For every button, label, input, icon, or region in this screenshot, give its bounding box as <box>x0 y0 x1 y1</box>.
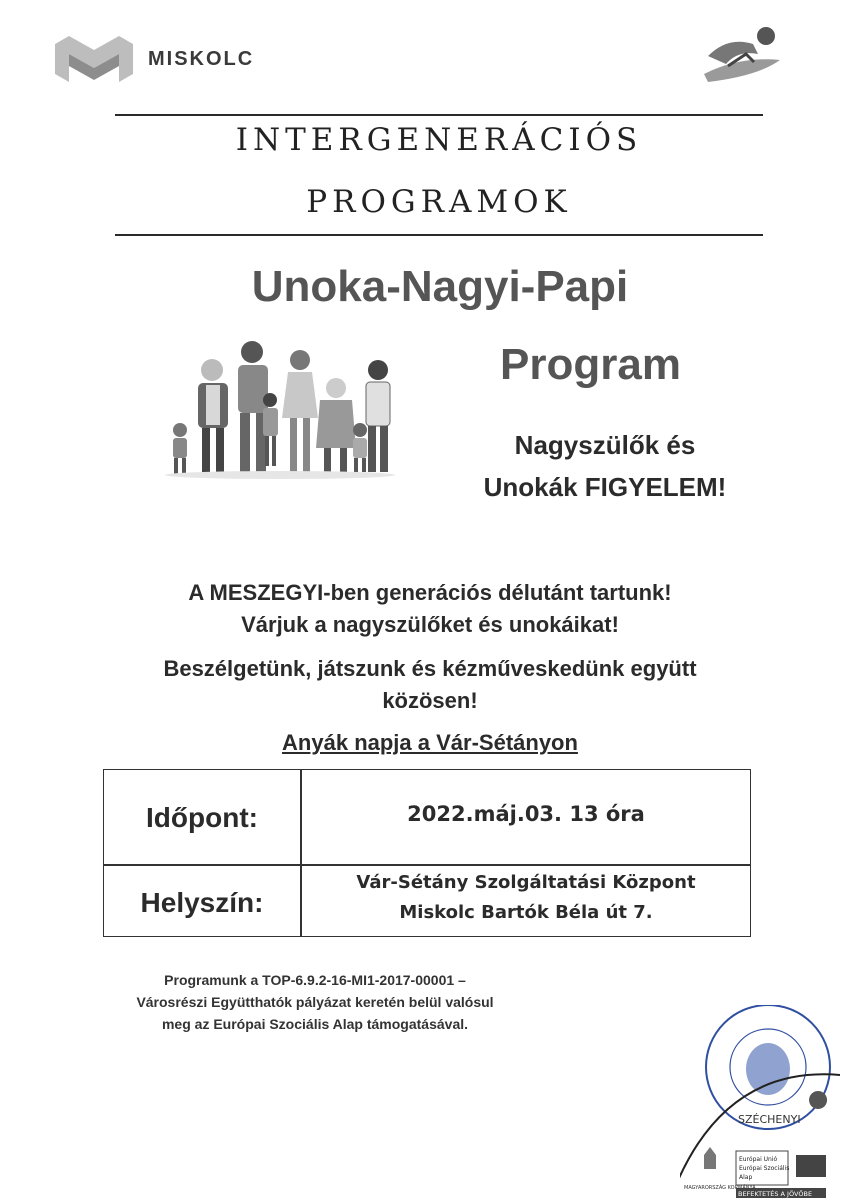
szechenyi-stamp-icon <box>680 1005 840 1200</box>
attention-line-1: Nagyszülők és <box>514 430 696 460</box>
time-label: Időpont: <box>146 802 258 833</box>
body-line-4: közösen! <box>382 688 478 713</box>
place-value-line-2: Miskolc Bartók Béla út 7. <box>399 902 653 923</box>
footer-line-2: Városrészi Együtthatók pályázat keretén belül valósul <box>136 994 494 1010</box>
table-divider-horizontal <box>104 864 750 866</box>
program-word: Program <box>500 340 681 389</box>
place-value-line-1: Vár-Sétány Szolgáltatási Központ <box>356 872 696 893</box>
event-subtitle: Anyák napja a Vár-Sétányon <box>282 730 578 755</box>
footer-line-3: meg az Európai Szociális Alap támogatásával. <box>161 1016 469 1032</box>
eu-text-1: Európai Unió <box>739 1156 778 1163</box>
family-group-illustration-icon <box>160 330 400 480</box>
szechenyi-text: SZÉCHENYI <box>738 1113 801 1126</box>
footer-line-1: Programunk a TOP-6.9.2-16-MI1-2017-00001 – <box>164 972 466 988</box>
gov-text: MAGYARORSZÁG KORMÁNYA <box>684 1185 756 1191</box>
eu-text-2: Európai Szociális <box>739 1165 790 1172</box>
attention-line-2: Unokák FIGYELEM! <box>483 472 727 502</box>
invest-text: BEFEKTETÉS A JÖVŐBE <box>738 1190 813 1198</box>
logo-text: MISKOLC <box>148 48 255 70</box>
top-rule <box>115 114 763 116</box>
body-line-3: Beszélgetünk, játszunk és kézműveskedünk együtt <box>163 656 697 681</box>
time-value: 2022.máj.03. 13 óra <box>407 802 645 826</box>
program-name: Unoka-Nagyi-Papi <box>251 262 629 311</box>
title-line-2: PROGRAMOK <box>306 184 572 220</box>
snowboard-figure-logo-icon <box>698 26 782 86</box>
place-label: Helyszín: <box>140 887 264 918</box>
title-line-1: INTERGENERÁCIÓS <box>235 122 643 158</box>
body-line-2: Várjuk a nagyszülőket és unokáikat! <box>241 612 619 637</box>
info-table <box>103 769 751 937</box>
body-line-1: A MESZEGYI-ben generációs délutánt tartunk! <box>188 580 672 605</box>
miskolc-m-logo-icon <box>55 36 133 82</box>
eu-text-3: Alap <box>739 1174 753 1181</box>
bottom-rule <box>115 234 763 236</box>
